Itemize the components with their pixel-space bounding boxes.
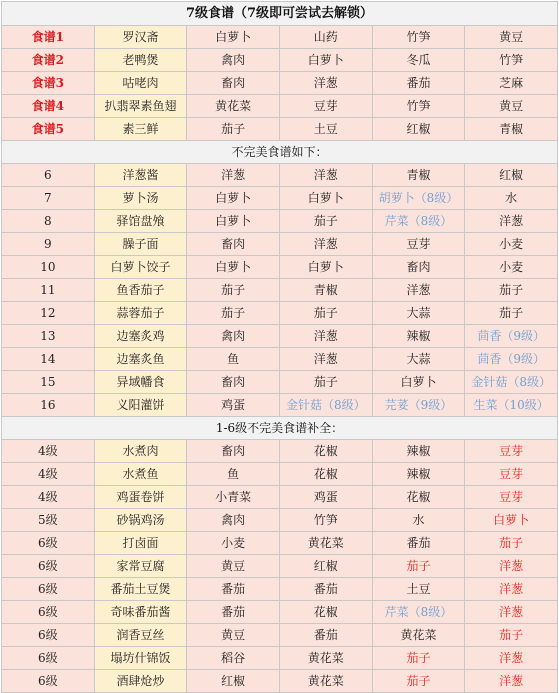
ingredient-cell: 洋葱 xyxy=(279,325,372,348)
ingredient-cell: 洋葱 xyxy=(279,233,372,256)
ingredient-cell: 红椒 xyxy=(372,118,465,141)
ingredient-cell: 白萝卜 xyxy=(187,256,280,279)
recipe-name: 洋葱酱 xyxy=(94,164,187,187)
ingredient-cell: 畜肉 xyxy=(187,72,280,95)
ingredient-cell: 白萝卜 xyxy=(187,210,280,233)
ingredient-cell: 花椒 xyxy=(372,486,465,509)
ingredient-cell: 黄豆 xyxy=(465,26,558,49)
ingredient-cell: 番茄 xyxy=(372,72,465,95)
recipe-name: 奇味番茄酱 xyxy=(94,601,187,624)
table-row xyxy=(2,210,558,233)
ingredient-cell: 番茄 xyxy=(372,532,465,555)
table-row xyxy=(2,555,558,578)
recipe-name: 水煮鱼 xyxy=(94,463,187,486)
table-row xyxy=(2,670,558,693)
ingredient-cell: 红椒 xyxy=(465,164,558,187)
recipe-id: 11 xyxy=(2,279,95,302)
ingredient-cell: 花椒 xyxy=(279,463,372,486)
ingredient-cell: 茄子 xyxy=(279,302,372,325)
recipe-id: 9 xyxy=(2,233,95,256)
recipe-name: 番茄土豆煲 xyxy=(94,578,187,601)
ingredient-cell: 洋葱 xyxy=(187,164,280,187)
ingredient-cell: 洋葱 xyxy=(465,210,558,233)
ingredient-cell: 白萝卜 xyxy=(187,26,280,49)
title-row xyxy=(2,2,558,26)
ingredient-cell: 番茄 xyxy=(279,578,372,601)
ingredient-cell: 畜肉 xyxy=(372,256,465,279)
recipe-table xyxy=(1,1,558,693)
ingredient-cell: 鱼 xyxy=(187,463,280,486)
recipe-name: 老鸭煲 xyxy=(94,49,187,72)
ingredient-cell: 黄花菜 xyxy=(372,624,465,647)
ingredient-cell: 黄豆 xyxy=(187,555,280,578)
ingredient-cell: 豆芽 xyxy=(465,440,558,463)
recipe-name: 萝卜汤 xyxy=(94,187,187,210)
recipe-id: 6级 xyxy=(2,670,95,693)
recipe-id: 食谱1 xyxy=(2,26,95,49)
ingredient-cell: 花椒 xyxy=(279,440,372,463)
table-row xyxy=(2,348,558,371)
ingredient-cell: 辣椒 xyxy=(372,440,465,463)
table-row xyxy=(2,95,558,118)
ingredient-cell: 禽肉 xyxy=(187,509,280,532)
recipe-id: 食谱5 xyxy=(2,118,95,141)
ingredient-cell: 茄子 xyxy=(187,302,280,325)
ingredient-cell: 茄子 xyxy=(372,555,465,578)
ingredient-cell: 红椒 xyxy=(187,670,280,693)
ingredient-cell: 土豆 xyxy=(279,118,372,141)
table-row xyxy=(2,601,558,624)
ingredient-cell: 黄豆 xyxy=(465,95,558,118)
ingredient-cell: 水 xyxy=(465,187,558,210)
ingredient-cell: 白萝卜 xyxy=(279,187,372,210)
ingredient-cell: 白萝卜 xyxy=(372,371,465,394)
ingredient-cell: 小麦 xyxy=(465,256,558,279)
table-row xyxy=(2,325,558,348)
ingredient-cell: 洋葱 xyxy=(465,670,558,693)
ingredient-cell: 水 xyxy=(372,509,465,532)
table-row xyxy=(2,486,558,509)
ingredient-cell: 豆芽 xyxy=(372,233,465,256)
section-incomplete-heading-row xyxy=(2,141,558,164)
ingredient-cell: 茄子 xyxy=(465,302,558,325)
ingredient-cell: 辣椒 xyxy=(372,463,465,486)
ingredient-cell: 青椒 xyxy=(465,118,558,141)
table-row xyxy=(2,49,558,72)
table-row xyxy=(2,509,558,532)
ingredient-cell: 黄花菜 xyxy=(279,647,372,670)
ingredient-cell: 金针菇（8级） xyxy=(465,371,558,394)
ingredient-cell: 小麦 xyxy=(187,532,280,555)
ingredient-cell: 红椒 xyxy=(279,555,372,578)
ingredient-cell: 茄子 xyxy=(465,532,558,555)
recipe-id: 15 xyxy=(2,371,95,394)
ingredient-cell: 洋葱 xyxy=(279,164,372,187)
table-row xyxy=(2,118,558,141)
ingredient-cell: 茄子 xyxy=(279,210,372,233)
ingredient-cell: 稻谷 xyxy=(187,647,280,670)
table-row xyxy=(2,164,558,187)
recipe-id: 6级 xyxy=(2,532,95,555)
recipe-name: 酒肆炝炒 xyxy=(94,670,187,693)
ingredient-cell: 竹笋 xyxy=(372,26,465,49)
recipe-name: 家常豆腐 xyxy=(94,555,187,578)
recipe-id: 8 xyxy=(2,210,95,233)
recipe-name: 驿馆盘飧 xyxy=(94,210,187,233)
ingredient-cell: 黄花菜 xyxy=(187,95,280,118)
table-row xyxy=(2,256,558,279)
ingredient-cell: 茄子 xyxy=(372,670,465,693)
ingredient-cell: 白萝卜 xyxy=(279,256,372,279)
ingredient-cell: 禽肉 xyxy=(187,49,280,72)
ingredient-cell: 土豆 xyxy=(372,578,465,601)
table-row xyxy=(2,26,558,49)
ingredient-cell: 芹菜（8级） xyxy=(372,210,465,233)
table-row xyxy=(2,302,558,325)
section-supplement-heading-row xyxy=(2,417,558,440)
recipe-id: 7 xyxy=(2,187,95,210)
ingredient-cell: 番茄 xyxy=(187,601,280,624)
section-supplement-heading: 1-6级不完美食谱补全： xyxy=(2,417,558,440)
ingredient-cell: 洋葱 xyxy=(279,72,372,95)
table-row xyxy=(2,532,558,555)
recipe-id: 5级 xyxy=(2,509,95,532)
recipe-name: 异域幡食 xyxy=(94,371,187,394)
ingredient-cell: 禽肉 xyxy=(187,325,280,348)
section-incomplete-heading: 不完美食谱如下： xyxy=(2,141,558,164)
ingredient-cell: 金针菇（8级） xyxy=(279,394,372,417)
ingredient-cell: 番茄 xyxy=(187,578,280,601)
ingredient-cell: 豆芽 xyxy=(465,463,558,486)
recipe-id: 16 xyxy=(2,394,95,417)
ingredient-cell: 番茄 xyxy=(279,624,372,647)
recipe-id: 6级 xyxy=(2,601,95,624)
ingredient-cell: 茴香（9级） xyxy=(465,348,558,371)
ingredient-cell: 鸡蛋 xyxy=(187,394,280,417)
ingredient-cell: 黄豆 xyxy=(187,624,280,647)
recipe-id: 4级 xyxy=(2,440,95,463)
recipe-id: 食谱4 xyxy=(2,95,95,118)
ingredient-cell: 芹菜（8级） xyxy=(372,601,465,624)
ingredient-cell: 洋葱 xyxy=(465,555,558,578)
ingredient-cell: 黄花菜 xyxy=(279,532,372,555)
recipe-name: 打卤面 xyxy=(94,532,187,555)
ingredient-cell: 豆芽 xyxy=(465,486,558,509)
ingredient-cell: 大蒜 xyxy=(372,348,465,371)
ingredient-cell: 青椒 xyxy=(279,279,372,302)
ingredient-cell: 洋葱 xyxy=(372,279,465,302)
recipe-id: 6级 xyxy=(2,624,95,647)
ingredient-cell: 洋葱 xyxy=(279,348,372,371)
ingredient-cell: 白萝卜 xyxy=(279,49,372,72)
ingredient-cell: 山药 xyxy=(279,26,372,49)
recipe-name: 边塞炙鸡 xyxy=(94,325,187,348)
table-row xyxy=(2,233,558,256)
ingredient-cell: 畜肉 xyxy=(187,371,280,394)
recipe-name: 扒翡翠素鱼翅 xyxy=(94,95,187,118)
recipe-name: 罗汉斋 xyxy=(94,26,187,49)
ingredient-cell: 茄子 xyxy=(465,279,558,302)
recipe-name: 润香豆丝 xyxy=(94,624,187,647)
recipe-id: 10 xyxy=(2,256,95,279)
table-row xyxy=(2,624,558,647)
recipe-name: 鸡蛋卷饼 xyxy=(94,486,187,509)
recipe-id: 食谱2 xyxy=(2,49,95,72)
ingredient-cell: 芝麻 xyxy=(465,72,558,95)
ingredient-cell: 白萝卜 xyxy=(465,509,558,532)
recipe-id: 6级 xyxy=(2,555,95,578)
ingredient-cell: 茄子 xyxy=(187,279,280,302)
recipe-id: 6 xyxy=(2,164,95,187)
ingredient-cell: 花椒 xyxy=(279,601,372,624)
recipe-name: 鱼香茄子 xyxy=(94,279,187,302)
ingredient-cell: 生菜（10级） xyxy=(465,394,558,417)
recipe-name: 塌坊什锦饭 xyxy=(94,647,187,670)
recipe-name: 砂锅鸡汤 xyxy=(94,509,187,532)
ingredient-cell: 白萝卜 xyxy=(187,187,280,210)
ingredient-cell: 畜肉 xyxy=(187,233,280,256)
ingredient-cell: 小麦 xyxy=(465,233,558,256)
ingredient-cell: 竹笋 xyxy=(372,95,465,118)
ingredient-cell: 芫荽（9级） xyxy=(372,394,465,417)
ingredient-cell: 茄子 xyxy=(279,371,372,394)
ingredient-cell: 大蒜 xyxy=(372,302,465,325)
ingredient-cell: 小青菜 xyxy=(187,486,280,509)
recipe-name: 素三鲜 xyxy=(94,118,187,141)
ingredient-cell: 辣椒 xyxy=(372,325,465,348)
ingredient-cell: 胡萝卜（8级） xyxy=(372,187,465,210)
ingredient-cell: 茄子 xyxy=(465,624,558,647)
ingredient-cell: 畜肉 xyxy=(187,440,280,463)
recipe-id: 13 xyxy=(2,325,95,348)
recipe-name: 水煮肉 xyxy=(94,440,187,463)
ingredient-cell: 竹笋 xyxy=(279,509,372,532)
recipe-id: 4级 xyxy=(2,463,95,486)
recipe-name: 臊子面 xyxy=(94,233,187,256)
ingredient-cell: 洋葱 xyxy=(465,647,558,670)
table-row xyxy=(2,647,558,670)
recipe-id: 4级 xyxy=(2,486,95,509)
recipe-name: 蒜蓉茄子 xyxy=(94,302,187,325)
ingredient-cell: 鱼 xyxy=(187,348,280,371)
recipe-id: 6级 xyxy=(2,647,95,670)
recipe-name: 白萝卜饺子 xyxy=(94,256,187,279)
ingredient-cell: 洋葱 xyxy=(465,601,558,624)
recipe-name: 边塞炙鱼 xyxy=(94,348,187,371)
ingredient-cell: 茄子 xyxy=(187,118,280,141)
recipe-name: 义阳灌饼 xyxy=(94,394,187,417)
table-row xyxy=(2,394,558,417)
table-title: 7级食谱（7级即可尝试去解锁） xyxy=(2,2,558,26)
ingredient-cell: 竹笋 xyxy=(465,49,558,72)
table-row xyxy=(2,279,558,302)
recipe-id: 食谱3 xyxy=(2,72,95,95)
recipe-id: 14 xyxy=(2,348,95,371)
ingredient-cell: 冬瓜 xyxy=(372,49,465,72)
recipe-id: 12 xyxy=(2,302,95,325)
recipe-table-body xyxy=(2,2,558,693)
table-row xyxy=(2,440,558,463)
ingredient-cell: 黄花菜 xyxy=(279,670,372,693)
table-row xyxy=(2,187,558,210)
ingredient-cell: 鸡蛋 xyxy=(279,486,372,509)
ingredient-cell: 洋葱 xyxy=(465,578,558,601)
table-row xyxy=(2,578,558,601)
ingredient-cell: 茄子 xyxy=(372,647,465,670)
table-row xyxy=(2,371,558,394)
table-row xyxy=(2,72,558,95)
ingredient-cell: 青椒 xyxy=(372,164,465,187)
recipe-id: 6级 xyxy=(2,578,95,601)
ingredient-cell: 茴香（9级） xyxy=(465,325,558,348)
table-row xyxy=(2,463,558,486)
recipe-name: 咕咾肉 xyxy=(94,72,187,95)
ingredient-cell: 豆芽 xyxy=(279,95,372,118)
